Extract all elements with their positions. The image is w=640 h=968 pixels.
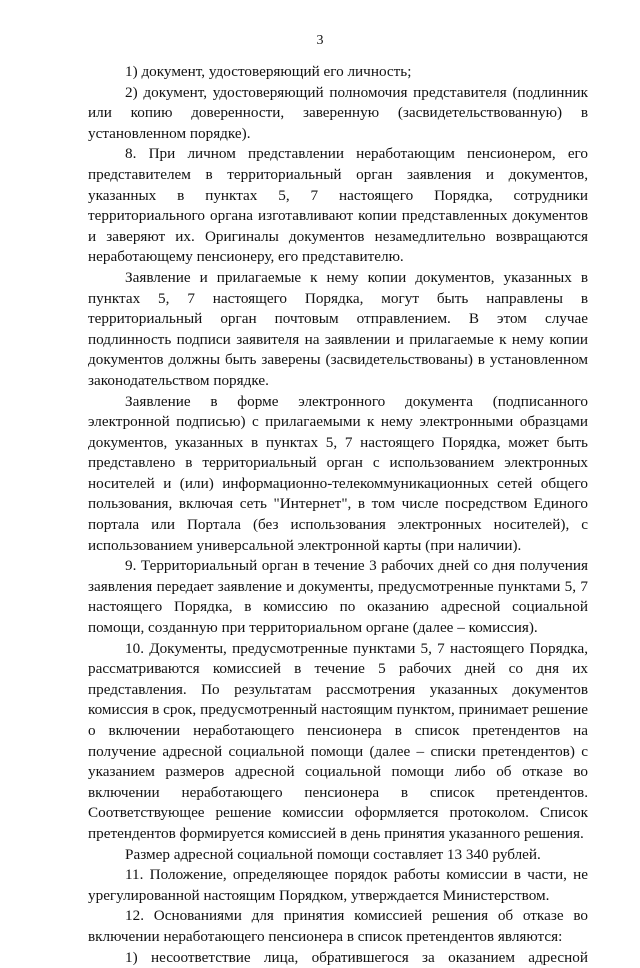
paragraph-clause-12-item-1: 1) несоответствие лица, обратившегося за оказанием адресной — [125, 948, 588, 966]
paragraph-clause-12: 12. Основаниями для принятия комиссией решения об отказе во включении неработающего пенсионера в список претендентов являются: — [88, 907, 588, 945]
paragraph-electronic-submission: Заявление в форме электронного документа (подписанного электронной подписью) с прилагаемыми к нему электронными образцами документов, указанных в пунктах 5, 7 настоящего Порядка, может быть представлено в территориальный орган с использованием электронных носителей и (или) информационно-телекоммуникационных сетей общего пользования, включая сеть "Интернет", в том числе посредством Единого портала или Портала (без использования электронных носителей), с использованием универсальной электронной карты (при наличии). — [88, 392, 588, 554]
paragraph-clause-8: 8. При личном представлении неработающим пенсионером, его представителем в территориальный орган заявления и документов, указанных в пунктах 5, 7 настоящего Порядка, сотрудники территориального органа изготавливают копии представленных документов и заверяют их. Оригиналы документов незамедлительно возвращаются неработающему пенсионеру, его представителю. — [88, 145, 588, 266]
paragraph-assistance-amount: Размер адресной социальной помощи составляет 13 340 рублей. — [125, 845, 541, 863]
paragraph-clause-11: 11. Положение, определяющее порядок работы комиссии в части, не урегулированной настоящим Порядком, утверждается Министерством. — [88, 866, 588, 904]
paragraph-clause-9: 9. Территориальный орган в течение 3 рабочих дней со дня получения заявления передает заявление и документы, предусмотренные пунктами 5, 7 настоящего Порядка, в комиссию по оказанию адресной социальной помощи, созданную при территориальном органе (далее – комиссия). — [88, 557, 588, 637]
paragraph-postal-submission: Заявление и прилагаемые к нему копии документов, указанных в пунктах 5, 7 настоящего Порядка, могут быть направлены в территориальный орган почтовым отправлением. В этом случае подлинность подписи заявителя на заявлении и прилагаемые к нему копии документов должны быть заверены (засвидетельствованы) в установленном законодательством порядке. — [88, 268, 588, 389]
paragraph-item-1: 1) документ, удостоверяющий его личность; — [125, 63, 412, 80]
document-body — [88, 62, 588, 968]
page-number: 3 — [316, 33, 324, 48]
paragraph-item-2: 2) документ, удостоверяющий полномочия представителя (подлинник или копию доверенности, заверенную (засвидетельствованную) в установленном порядке). — [88, 83, 588, 142]
paragraph-clause-10: 10. Документы, предусмотренные пунктами 5, 7 настоящего Порядка, рассматриваются комиссией в течение 5 рабочих дней со дня их представления. По результатам рассмотрения указанных документов комиссия в срок, предусмотренный настоящим пунктом, принимает решение о включении неработающего пенсионера в список претендентов на получение адресной социальной помощи (далее – списки претендентов) с указанием размеров адресной социальной помощи либо об отказе во включении неработающего пенсионера в список претендентов. Соответствующее решение комиссии оформляется протоколом. Список претендентов формируется комиссией в день принятия указанного решения. — [88, 639, 588, 842]
